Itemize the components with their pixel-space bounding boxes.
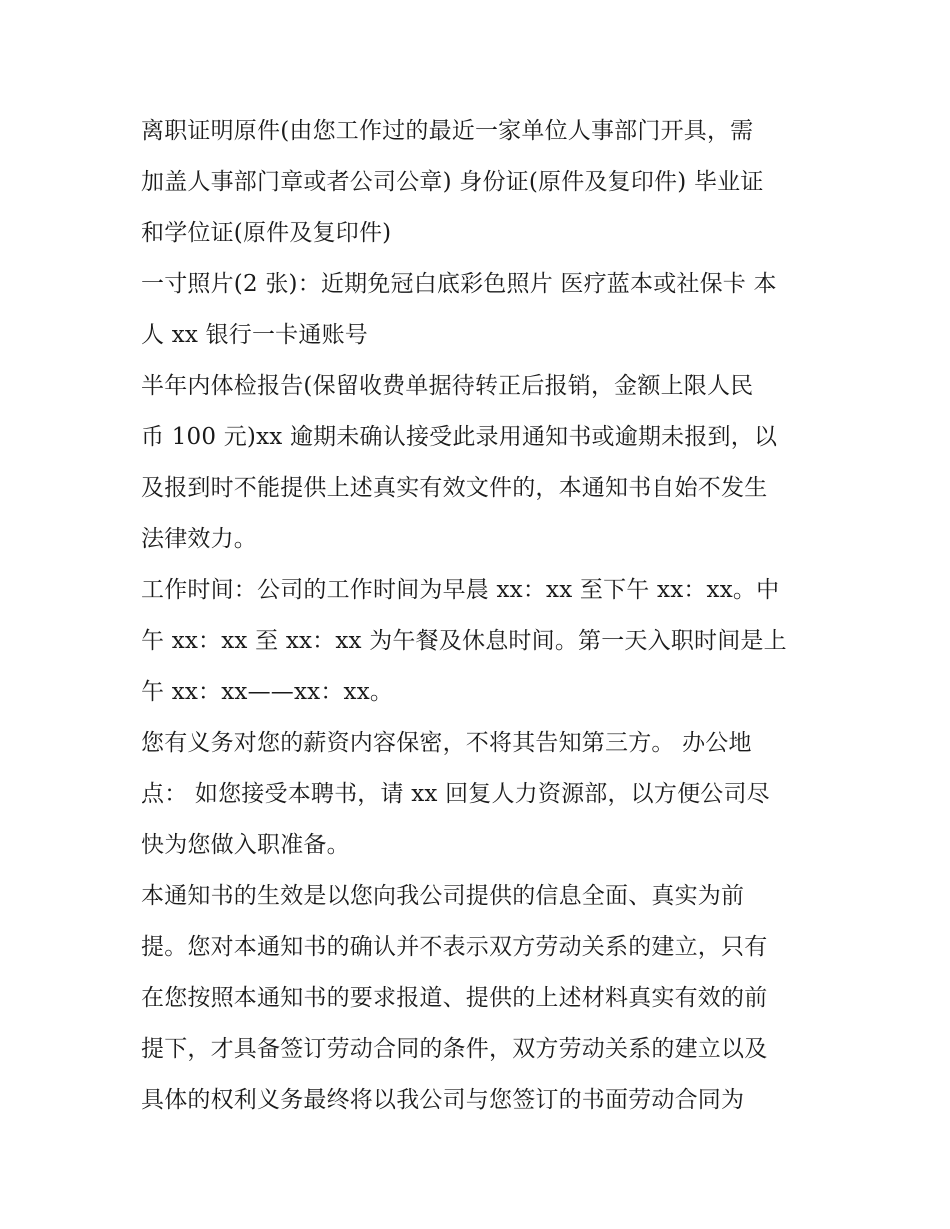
- text-line: 本通知书的生效是以您向我公司提供的信息全面、真实为前: [141, 883, 745, 909]
- text-line: 一寸照片(2 张)：近期免冠白底彩色照片 医疗蓝本或社保卡 本: [141, 271, 777, 297]
- text-line: 提下，才具备签订劳动合同的条件，双方劳动关系的建立以及: [141, 1036, 768, 1062]
- text-line: 午 xx：xx——xx：xx。: [141, 679, 394, 705]
- text-line: 您有义务对您的薪资内容保密，不将其告知第三方。 办公地: [141, 730, 752, 756]
- text-line: 点： 如您接受本聘书，请 xx 回复人力资源部，以方便公司尽: [141, 781, 770, 807]
- document-body: [141, 106, 821, 1126]
- text-line: 及报到时不能提供上述真实有效文件的，本通知书自始不发生: [141, 475, 768, 501]
- text-line: 离职证明原件(由您工作过的最近一家单位人事部门开具，需: [141, 118, 754, 144]
- text-line: 半年内体检报告(保留收费单据待转正后报销，金额上限人民: [141, 373, 754, 399]
- text-line: 在您按照本通知书的要求报道、提供的上述材料真实有效的前: [141, 985, 768, 1011]
- text-line: 币 100 元)xx 逾期未确认接受此录用通知书或逾期未报到，以: [141, 424, 778, 450]
- text-line: 提。您对本通知书的确认并不表示双方劳动关系的建立，只有: [141, 934, 768, 960]
- text-line: 工作时间：公司的工作时间为早晨 xx：xx 至下午 xx：xx。中: [141, 577, 780, 603]
- text-line: 法律效力。: [141, 526, 257, 552]
- text-line: 人 xx 银行一卡通账号: [141, 322, 368, 348]
- text-line: 快为您做入职准备。: [141, 832, 350, 858]
- text-line: 具体的权利义务最终将以我公司与您签订的书面劳动合同为: [141, 1087, 745, 1113]
- text-line: 和学位证(原件及复印件): [141, 220, 392, 246]
- text-line: 午 xx：xx 至 xx：xx 为午餐及休息时间。第一天入职时间是上: [141, 628, 787, 654]
- text-line: 加盖人事部门章或者公司公章) 身份证(原件及复印件) 毕业证: [141, 169, 764, 195]
